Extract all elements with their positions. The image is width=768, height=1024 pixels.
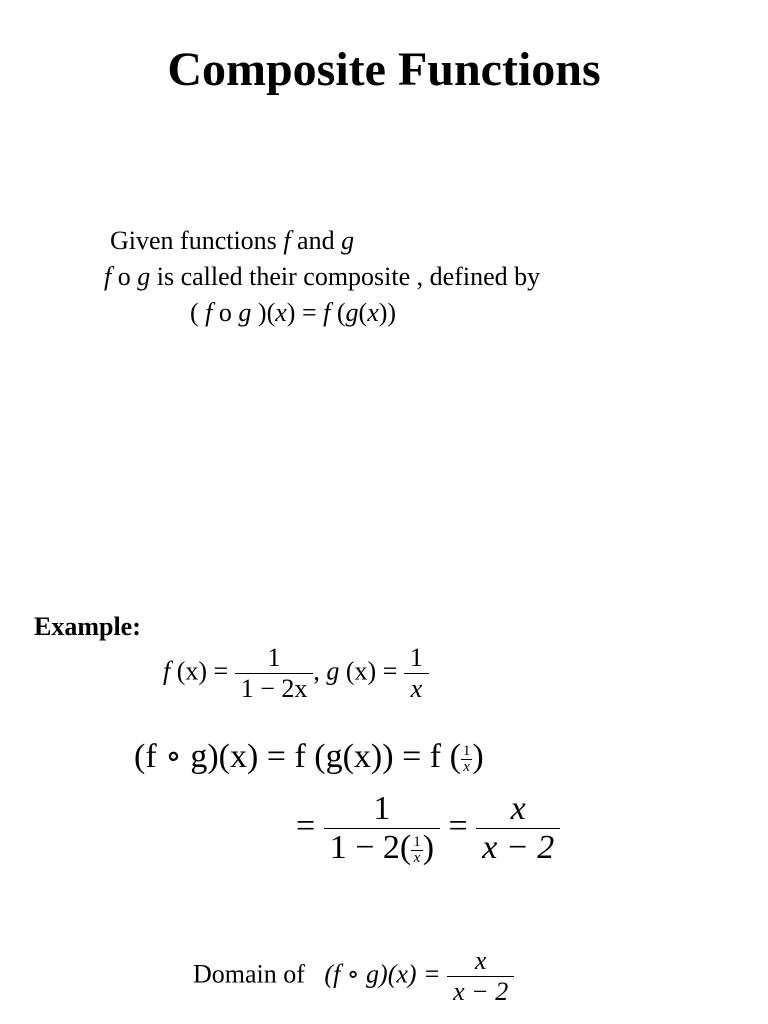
composite-o-symbol: o <box>111 262 138 291</box>
given-f-arg: (x) = <box>170 656 235 686</box>
formula-f: f <box>205 298 213 327</box>
inner-fraction <box>461 744 473 775</box>
composition-close: ) <box>472 738 484 775</box>
g-fraction <box>404 643 429 704</box>
simplification-equation <box>296 790 560 867</box>
formula-o: o <box>212 298 239 327</box>
formula-x: x <box>275 298 287 327</box>
domain-fraction <box>447 946 514 1007</box>
page-title: Composite Functions <box>167 43 601 96</box>
denominator-part: 1 − 2( <box>329 829 412 866</box>
composite-description: is called their composite , defined by <box>150 262 541 291</box>
formula-part: ) = <box>286 298 324 327</box>
domain-numerator: x <box>447 946 514 977</box>
formula-part: ( <box>330 298 346 327</box>
simplify-fraction-1 <box>324 790 440 867</box>
denominator-part: ) <box>422 829 435 866</box>
formula-part: ( <box>190 298 206 327</box>
example-given-functions <box>163 643 429 704</box>
simplify-fraction-2 <box>476 790 560 867</box>
given-f: f <box>163 656 171 686</box>
definition-formula <box>190 298 396 328</box>
formula-part: )( <box>251 298 276 327</box>
f-denominator: 1 − 2x <box>240 674 308 703</box>
definition-line-1 <box>110 226 354 256</box>
equals-sign: = <box>448 807 468 845</box>
simplify-denominator-2: x − 2 <box>482 829 555 866</box>
f-fraction <box>235 643 314 704</box>
formula-f: f <box>323 298 331 327</box>
formula-part: ( <box>358 298 368 327</box>
simplify-denominator-1 <box>324 829 440 867</box>
formula-part: )) <box>378 298 397 327</box>
simplify-numerator-1: 1 <box>324 790 440 829</box>
inner-denominator: x <box>463 758 470 775</box>
simplify-numerator-2: x <box>476 790 560 829</box>
formula-g: g <box>345 298 359 327</box>
definition-line-2 <box>104 262 540 292</box>
domain-line <box>193 946 514 1007</box>
composite-f-symbol: f <box>104 262 112 291</box>
f-numerator: 1 <box>235 643 314 674</box>
definition-f-symbol: f <box>283 226 291 255</box>
nested-denominator: x <box>413 849 421 866</box>
domain-denominator: x − 2 <box>453 977 509 1006</box>
formula-g: g <box>238 298 252 327</box>
composition-equation <box>134 736 484 776</box>
domain-label: Domain of <box>193 959 305 989</box>
given-g: g <box>326 656 340 686</box>
nested-numerator: 1 <box>413 833 421 850</box>
composite-g-symbol: g <box>137 262 151 291</box>
inner-numerator: 1 <box>462 742 471 759</box>
definition-given-text: Given functions <box>110 226 284 255</box>
definition-and-text: and <box>290 226 342 255</box>
nested-fraction <box>411 835 423 866</box>
example-label: Example: <box>34 612 141 641</box>
given-separator: , <box>313 656 327 686</box>
composition-lhs: (f ∘ g)(x) = f (g(x)) = f ( <box>134 738 461 775</box>
definition-g-symbol: g <box>341 226 355 255</box>
domain-expression: (f ∘ g)(x) = <box>324 959 448 989</box>
formula-x: x <box>367 298 379 327</box>
g-denominator: x <box>410 674 423 703</box>
equals-sign: = <box>296 807 316 845</box>
given-g-arg: (x) = <box>339 656 404 686</box>
g-numerator: 1 <box>404 643 429 674</box>
